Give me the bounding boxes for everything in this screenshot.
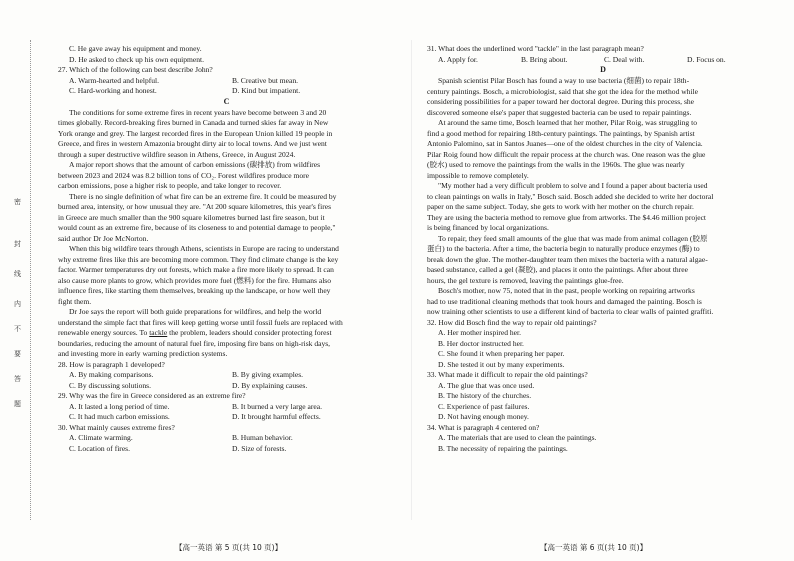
text-line: fight them. (58, 296, 92, 306)
q29-options-row2 (58, 412, 395, 423)
text-line: between 2023 and 2024 was 8.2 billion tons of CO₂. Forest wildfires produce more (58, 170, 310, 180)
question-30: 30. What mainly causes extreme fires? (58, 422, 175, 432)
q33-option-d[interactable]: D. Not having enough money. (438, 412, 529, 421)
text-line: "My mother had a very difficult problem to solve and I found a paper about bacteria used (438, 181, 708, 190)
q32-option-c[interactable]: C. She found it when preparing her paper. (438, 349, 565, 358)
q34-option-b[interactable]: B. The necessity of repairing the paintings. (438, 443, 568, 453)
q31-option-a[interactable]: A. Apply for. (438, 54, 478, 64)
q31-options (427, 55, 779, 66)
text-line: to clean paintings on walls in Italy," Bosch said. Bosch added she decided to write her doctoral (427, 191, 714, 201)
text-line: is being financed by local organizations. (427, 223, 549, 232)
q29-option-b[interactable]: B. It burned a very large area. (232, 401, 322, 411)
text-line: now training other scientists to use a different kind of bacteria to clear walls of painted graffiti. (427, 307, 714, 316)
passage-d-paragraph-1 (427, 76, 779, 118)
passage-d-paragraph-3 (427, 181, 779, 234)
text-line: said author Dr Joe McNorton. (58, 233, 149, 243)
q28-option-c[interactable]: C. By discussing solutions. (69, 380, 151, 390)
passage-c-paragraph-4 (58, 244, 395, 307)
passage-d-paragraph-5 (427, 286, 779, 318)
text-line: Greece, and fires in western Amazonia brought dirty air to local towns. And we just went (58, 139, 327, 148)
q27-option-c[interactable]: C. Hard-working and honest. (69, 86, 157, 95)
binding-label: 线 (14, 270, 21, 278)
q30-option-b[interactable]: B. Human behavior. (232, 433, 293, 442)
text-line: (胶水) used to remove the paintings from the walls in the 1960s. The glue was nearly (427, 160, 685, 169)
q31-option-d[interactable]: D. Focus on. (687, 54, 726, 64)
text-line: To repair, they feed small amounts of the glue that was made from animal collagen (胶原 (438, 233, 708, 243)
page-footer-5: 【高一英语 第 5 页(共 10 页)】 (175, 543, 283, 552)
q31-option-c[interactable]: C. Deal with. (604, 54, 645, 64)
text-line: paper on the same subject. Today, she gets to work with her mother on the church repair. (427, 202, 694, 211)
q32-option-b[interactable]: B. Her doctor instructed her. (438, 338, 524, 348)
text-line: boundaries, reducing the amount of natural fuel fire, imposing fire bans on high-risk days, (58, 338, 331, 348)
question-29: 29. Why was the fire in Greece considered as an extreme fire? (58, 391, 246, 400)
text-line: Antonio Palomino, sat in Santos Juanes—one of the oldest churches in the city of Valencia. (427, 139, 703, 148)
text-line: factor. Warmer temperatures dry out forests, which make a fire more likely to spread. It can (58, 265, 334, 274)
q33-option-c[interactable]: C. Experience of past failures. (438, 401, 530, 411)
text-line-tackle (58, 328, 395, 339)
column-divider (411, 40, 412, 520)
text-line: Pilar Roig found how difficult the repair process at the church was. One reason was the glue (427, 149, 706, 159)
q28-options-row2 (58, 381, 395, 392)
page-footer-6: 【高一英语 第 6 页(共 10 页)】 (540, 543, 648, 552)
text-line: They are using the bacteria method to remove glue from artworks. The $4.46 million project (427, 212, 707, 222)
text-line: Dr Joe says the report will both guide preparations for wildfires, and help the world (69, 307, 322, 316)
text-line: considering possibilities for a paper toward her doctoral degree. During this process, she (427, 97, 695, 106)
text-line: had to use traditional cleaning methods that took hours and damaged the painting. Bosch is (427, 296, 702, 306)
binding-label: 题 (14, 400, 21, 408)
q28-option-b[interactable]: B. By giving examples. (232, 370, 304, 379)
q33-option-b[interactable]: B. The history of the churches. (438, 391, 532, 400)
text-line: A major report shows that the amount of carbon emissions (碳排放) from wildfires (69, 160, 321, 169)
q27-option-d[interactable]: D. Kind but impatient. (232, 86, 301, 95)
text-line: burned area, intensity, or how unusual they are. "At 200 square kilometres, this year's fires (58, 202, 332, 211)
question-33: 33. What made it difficult to repair the old paintings? (427, 370, 588, 379)
text-line: The conditions for some extreme fires in recent years have become between 3 and 20 (69, 107, 327, 117)
text-line: impossible to remove completely. (427, 170, 529, 180)
text-line: in Greece are much smaller than the 900 square kilometres burned last fire season, but it (58, 212, 325, 222)
binding-label: 密 (14, 198, 21, 206)
q27-option-a[interactable]: A. Warm-hearted and helpful. (69, 75, 159, 85)
question-34: 34. What is paragraph 4 centered on? (427, 422, 540, 432)
text-line: times globally. Record-breaking fires burned in Canada and turned skies far away in New (58, 118, 329, 127)
text-line: why extreme fires like this are becoming more common. They find climate change is the key (58, 254, 339, 264)
q30-options-row1 (58, 433, 395, 444)
q30-options-row2 (58, 444, 395, 455)
question-31: 31. What does the underlined word "tackle" in the last paragraph mean? (427, 44, 644, 53)
q31-option-b[interactable]: B. Bring about. (521, 54, 568, 64)
text-segment: the problem, leaders should consider protecting forest (167, 328, 332, 337)
text-line: Bosch's mother, now 75, noted that in the past, people working on repairing artworks (438, 286, 695, 295)
passage-d-paragraph-2 (427, 118, 779, 181)
question-27: 27. Which of the following can best describe John? (58, 65, 213, 74)
text-line: through a super destructive wildfire season in Athens, Greece, in August 2024. (58, 149, 296, 159)
passage-c-paragraph-3 (58, 192, 395, 245)
q33-option-a[interactable]: A. The glue that was once used. (438, 380, 535, 390)
section-d-heading: D (600, 65, 606, 74)
text-line: based substance, called a gel (凝胶), and places it onto the paintings. After about three (427, 265, 688, 274)
text-line: When this big wildfire tears through Athens, scientists in Europe are racing to understand (69, 244, 339, 253)
q29-option-d[interactable]: D. It brought harmful effects. (232, 412, 321, 421)
q30-option-a[interactable]: A. Climate warming. (69, 433, 133, 442)
q29-option-c[interactable]: C. It had much carbon emissions. (69, 412, 170, 421)
right-column (427, 44, 779, 454)
text-line: influence fires, like starting them themselves, breaking up the landscape, or how well they (58, 286, 331, 295)
q28-option-a[interactable]: A. By making comparisons. (69, 370, 154, 379)
q27-options-row2 (58, 86, 395, 97)
text-line: Spanish scientist Pilar Bosch has found a way to use bacteria (细菌) to repair 18th- (438, 76, 690, 85)
text-line: There is no single definition of what fire can be an extreme fire. It could be measured by (69, 191, 337, 201)
left-column (58, 44, 395, 454)
q29-options-row1 (58, 402, 395, 413)
text-line: would count as an extreme fire, because of its closeness to and potential damage to people," (58, 223, 336, 232)
q30-option-c[interactable]: C. Location of fires. (69, 443, 130, 453)
q26-option-c[interactable]: C. He gave away his equipment and money. (69, 44, 202, 53)
text-line: 蛋白) to the bacteria. After a time, the bacteria begin to naturally produce enzymes (酶) to (427, 244, 700, 253)
binding-label: 要 (14, 350, 21, 358)
text-line: carbon emissions, pose a higher risk to people, and take longer to recover. (58, 181, 282, 190)
text-line: also cause more plants to grow, which provides more fuel (燃料) for the fire. Humans also (58, 275, 332, 285)
q27-option-b[interactable]: B. Creative but mean. (232, 75, 299, 85)
text-line: York orange and grey. The largest recorded fires in the European Union killed 19 people in (58, 128, 333, 138)
binding-label: 答 (14, 375, 21, 383)
q27-options-row1 (58, 76, 395, 87)
q30-option-d[interactable]: D. Size of forests. (232, 443, 287, 453)
q34-option-a[interactable]: A. The materials that are used to clean the paintings. (438, 433, 597, 442)
question-32: 32. How did Bosch find the way to repair old paintings? (427, 317, 597, 327)
q32-option-d[interactable]: D. She tested it out by many experiments. (438, 359, 565, 369)
underlined-word-tackle: tackle (149, 328, 168, 337)
text-line: discovered someone else's paper that suggested bacteria can be used to repair paintings. (427, 107, 692, 117)
text-line: century paintings. Bosch, a microbiologist, said that she got the idea for the method while (427, 86, 699, 96)
question-28: 28. How is paragraph 1 developed? (58, 359, 165, 369)
text-line: At around the same time, Bosch learned that her mother, Pilar Roig, was struggling to (438, 118, 697, 127)
q29-option-a[interactable]: A. It lasted a long period of time. (69, 401, 170, 411)
q32-option-a[interactable]: A. Her mother inspired her. (438, 328, 521, 337)
text-line: understand the simple fact that fires will keep getting worse until fossil fuels are replaced with (58, 317, 343, 327)
passage-d-paragraph-4 (427, 234, 779, 287)
text-segment: renewable energy sources. To (58, 328, 150, 337)
q28-option-d[interactable]: D. By explaining causes. (232, 380, 308, 390)
text-line: find a good method for repairing 18th-century paintings. The paintings, by Spanish artist (427, 128, 695, 138)
binding-label: 不 (14, 325, 21, 333)
text-line: hours, the gel texture is removed, leaving the paintings glue-free. (427, 275, 624, 285)
q26-option-d[interactable]: D. He asked to check up his own equipment. (69, 54, 204, 64)
section-c-heading: C (223, 96, 230, 106)
passage-c-paragraph-1 (58, 108, 395, 161)
text-line: break down the glue. The mother-daughter team then mixes the bacteria with a natural algae- (427, 254, 708, 264)
binding-margin-line (30, 40, 31, 520)
binding-label: 内 (14, 300, 21, 308)
q28-options-row1 (58, 370, 395, 381)
passage-c-paragraph-2 (58, 160, 395, 192)
binding-label: 封 (14, 240, 21, 248)
passage-c-paragraph-5 (58, 307, 395, 360)
text-line: and investing more in early warning prediction systems. (58, 349, 228, 358)
